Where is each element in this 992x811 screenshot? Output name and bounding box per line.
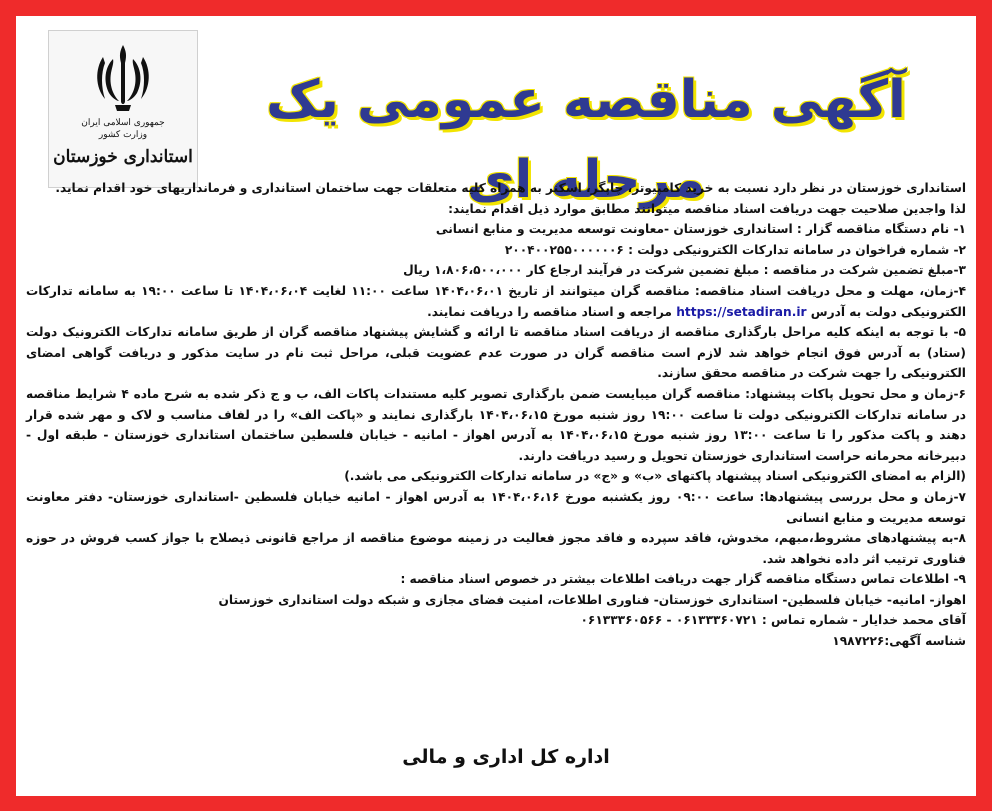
logo-ministry-text: وزارت کشور — [98, 130, 148, 140]
signature: اداره کل اداری و مالی — [402, 746, 610, 768]
emblem-logo — [48, 30, 198, 188]
item-3: ۳-مبلغ تضمین شرکت در مناقصه : مبلغ تضمین شرکت در فرآیند ارجاع کار ۱،۸۰۶،۵۰۰،۰۰۰ ریال — [403, 263, 966, 278]
contact-address: اهواز- امانیه- خیابان فلسطین- استانداری خوزستان- فناوری اطلاعات، امنیت فضای مجازی و شبکه دولت استانداری خوزستان — [218, 592, 966, 607]
item-6-note: (الزام به امضای الکترونیکی اسناد پیشنهاد پاکتهای «ب» و «ج» در سامانه تدارکات الکترونیکی می باشد.) — [344, 469, 966, 484]
eligibility-paragraph: لذا واجدین صلاحیت جهت دریافت اسناد مناقصه میتوانند مطابق موارد ذیل اقدام نمایند: — [448, 201, 966, 216]
logo-country-text: جمهوری اسلامی ایران — [81, 118, 165, 128]
notice-headline: آگهی مناقصه عمومی یک مرحله ای — [266, 70, 906, 210]
item-6: ۶-زمان و محل تحویل پاکات پیشنهاد: مناقصه گران میبایست ضمن بارگذاری تصویر کلیه مستندات پاکات الف، ب و ج ذکر شده به شرح ماده ۴ شرایط مناقصه در سامانه تدارکات الکترونیکی دولت تا ساعت ۱۹:۰۰ روز شنبه مورخ ۱۴۰۴،۰۶،۱۵ بارگذاری نمایند و «پاکت الف» را در لفاف مناسب و لاک و مهر شده قرار دهند و پاکت مذکور را تا ساعت ۱۳:۰۰ روز شنبه مورخ ۱۴۰۴،۰۶،۱۵ به آدرس اهواز - امانیه - خیابان فلسطین ساختمان استانداری خوزستان - طبقه اول - دبیرخانه محرمانه حراست استانداری خوزستان تحویل و رسید دریافت دارند. — [26, 386, 966, 463]
notice-id: شناسه آگهی:۱۹۸۷۲۲۶ — [832, 634, 966, 649]
item-5: ۵- با توجه به اینکه کلیه مراحل بارگذاری مناقصه از دریافت اسناد مناقصه تا ارائه و گشایش پیشنهاد مناقصه گران از طریق سامانه تدارکات الکترونیک دولت (ستاد) به آدرس فوق انجام خواهد شد لازم است مناقصه گران در صورت عدم عضویت قبلی، مراحل ثبت نام در سایت مذکور و دریافت گواهی امضای الکترونیکی را جهت شرکت در مناقصه محقق سازند. — [26, 325, 966, 381]
item-1: ۱- نام دستگاه مناقصه گزار : استانداری خوزستان -معاونت توسعه مدیریت و منابع انسانی — [435, 222, 966, 237]
item-4-text: ۴-زمان، مهلت و محل دریافت اسناد مناقصه: مناقصه گران میتوانند از تاریخ ۱۴۰۴،۰۶،۰۱ ساعت ۱۱:۰۰ لغایت ۱۴۰۴،۰۶،۰۴ تا ساعت ۱۹:۰۰ به سامانه تدارکات الکترونیکی دولت به آدرس — [26, 283, 967, 319]
item-4 — [26, 281, 966, 322]
notice-body — [26, 178, 966, 652]
item-2: ۲- شماره فراخوان در سامانه تدارکات الکترونیکی دولت : ۲۰۰۴۰۰۲۵۵۰۰۰۰۰۰۶ — [504, 242, 966, 257]
logo-province-text: استانداری خوزستان — [53, 147, 193, 167]
setadiran-link[interactable]: https://setadiran.ir — [676, 304, 807, 319]
item-7: ۷-زمان و محل بررسی پیشنهادها: ساعت ۰۹:۰۰ روز یکشنبه مورخ ۱۴۰۴،۰۶،۱۶ به آدرس اهواز - امانیه خیابان فلسطین -استانداری خوزستان- دفتر معاونت توسعه مدیریت و منابع انسانی — [26, 489, 966, 525]
notice-frame — [16, 16, 976, 796]
intro-paragraph: استانداری خوزستان در نظر دارد نسبت به خرید کامپیوتر، چاپگر، اسکنر به همراه کلیه متعلقات جهت ساختمان استانداری و فرمانداریهای خود اقدام نماید. — [55, 181, 966, 195]
item-9: ۹- اطلاعات تماس دستگاه مناقصه گزار جهت دریافت اطلاعات بیشتر در خصوص اسناد مناقصه : — [400, 572, 966, 587]
iran-emblem-icon — [91, 41, 155, 117]
item-4-text-end: مراجعه و اسناد مناقصه را دریافت نمایند. — [427, 304, 672, 319]
item-8: ۸-به پیشنهادهای مشروط،مبهم، مخدوش، فاقد سپرده و فاقد مجوز فعالیت در زمینه موضوع مناقصه از مراجع قانونی ذیصلاح با جواز کسب فروش در حوزه فناوری ترتیب اثر داده نخواهد شد. — [26, 531, 966, 566]
contact-phone: آقای محمد خدایار - شماره تماس : ۰۶۱۳۳۳۶۰۷۲۱ - ۰۶۱۳۳۳۶۰۵۶۶ — [580, 613, 966, 628]
